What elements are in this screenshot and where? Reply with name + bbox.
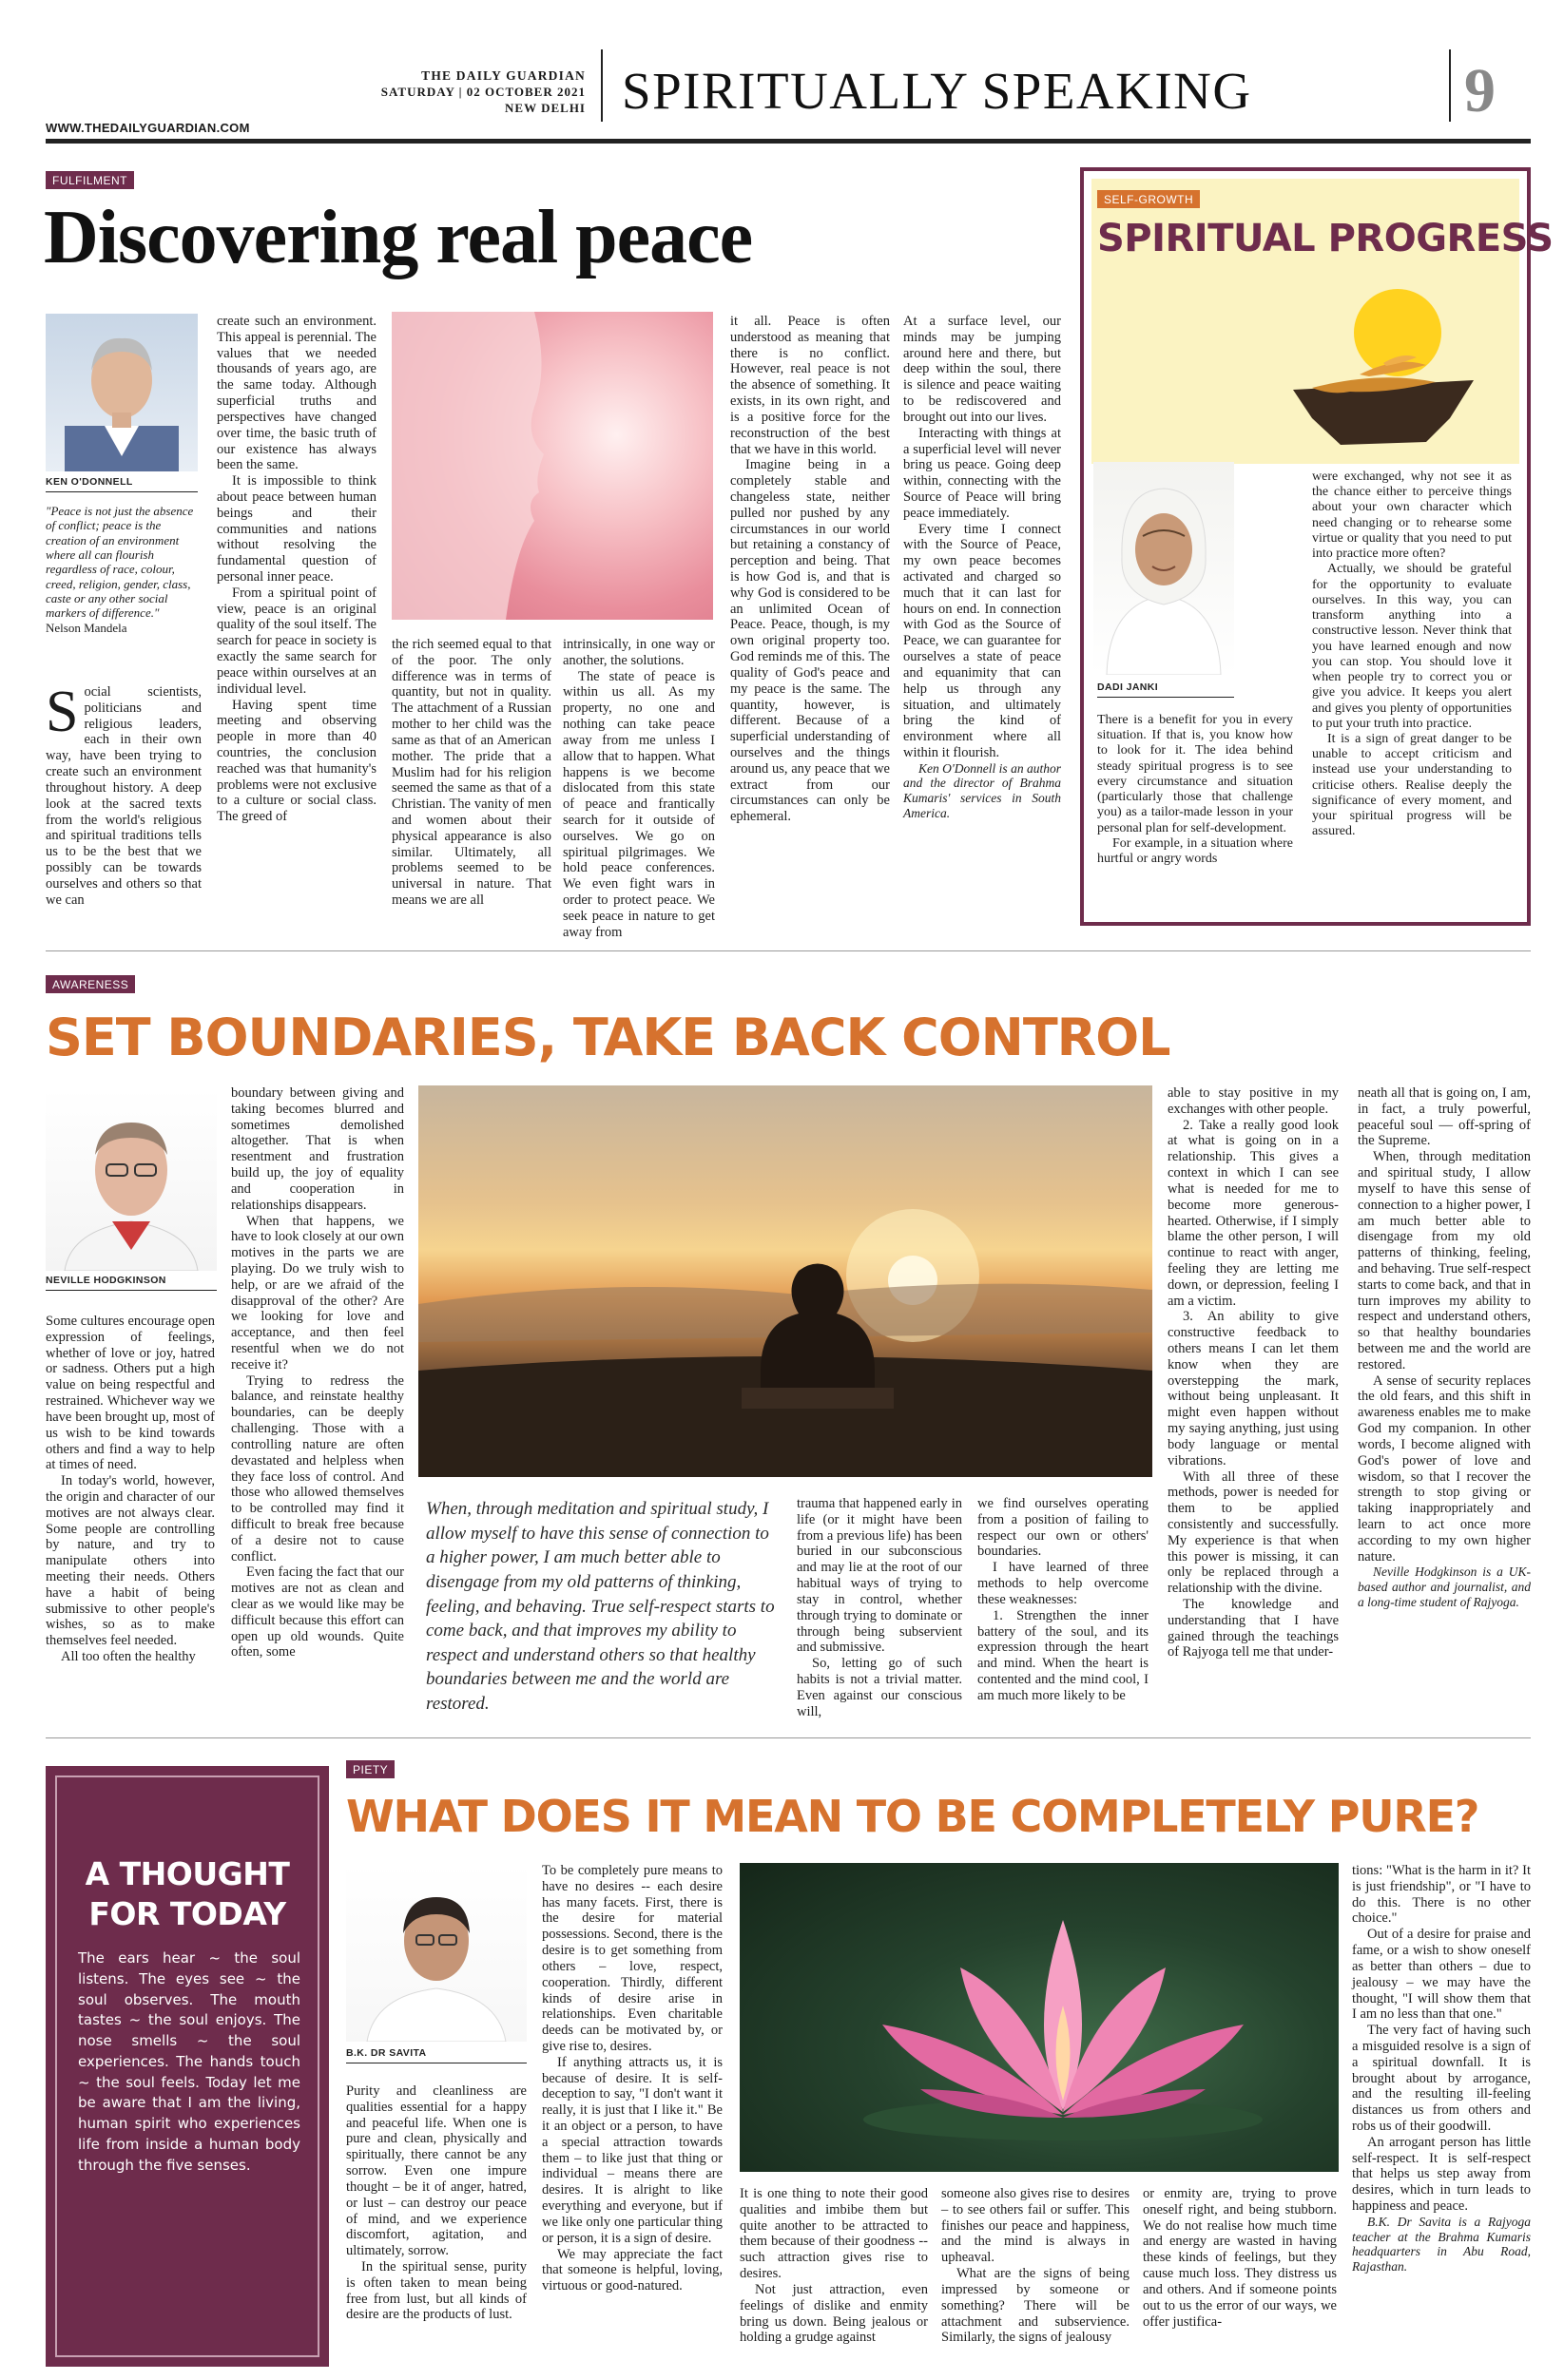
masthead-divider-right	[1449, 49, 1451, 122]
author-photo-neville	[46, 1088, 217, 1271]
article1-col6: At a surface level, our minds may be jumping around here and there, but deep within the soul, there is silence and peace waiting to be rediscovered and brought out into our lives. Interacting with things at a superficial level will never bring us peace. Going deep within, connecting with the Source of Peace will bring peace immediately. Every time I connect with the Source of Peace, my own peace becomes activated and charged so much that it can last for hours on end. In connection with God as the Source of Peace, we can guarantee for ourselves a state of peace and equanimity that can help us through any situation, and ultimately bring the kind of environment where all within it flourish. Ken O'Donnell is an author and the director of Brahma Kumaris' services in South America.	[903, 314, 1061, 820]
caption-rule-ken	[46, 491, 198, 492]
article2-col6: able to stay positive in my exchanges with other people. 2. Take a really good look at what is going on in a relationship. This gives a context in which I can see what is needed for me to become more generous-hearted. Otherwise, if I simply blame the other person, I will continue to react with anger, feeling they are letting me down, or depression, feeling I am a victim. 3. An ability to give constructive feedback to others means I can let them know when they are overstepping the mark, without being unpleasant. It might even happen without my saying anything, just using body language or mental vibrations. With all three of these methods, power is needed for them to be applied consistently and successfully. My experience is that when this power is missing, it can only be replaced through a relationship with the divine. The knowledge and understanding that I have gained through the teachings of Rajyoga tell me that under-	[1168, 1085, 1339, 1660]
article3-col6: tions: "What is the harm in it? It is just friendship", or "I have to do this. There is no other choice." Out of a desire for praise and fame, or a wish to show oneself as better than others – due to jealousy – we may have the thought, "I will show them that I am no less than that one." The very fact of having such a misguided resolve is a sign of a spiritual downfall. It is brought about by arrogance, and the resulting ill-feeling distances us from others and robs us of their goodwill. An arrogant person has little self-respect. It is self-respect that helps us step away from desires, which in turn leads to happiness and peace. B.K. Dr Savita is a Rajyoga teacher at the Brahma Kumaris headquarters in Abu Road, Rajasthan.	[1352, 1863, 1531, 2274]
sidebar-col2: were exchanged, why not see it as the chance either to perceive things about your own character which need changing or to rehearse some virtue or quality that you need to put into practice more often? Actually, we should be grateful for the opportunity to evaluate ourselves. In this way, you can transform anything into a constructive lesson. Never think that you have learned enough and now you can stop. You should love it when people try to correct you or give you advice. It keeps you alert and gives you plenty of opportunities to put your truth into practice. It is a sign of great danger to be unable to accept criticism and instead use your understanding to criticise others. Realise deeply the significance of every moment, and your spiritual progress will be assured.	[1312, 470, 1512, 839]
section-divider-1	[46, 950, 1531, 951]
caption-rule-dadi	[1097, 697, 1234, 698]
author-caption-ken: KEN O'DONNELL	[46, 476, 133, 488]
article3-headline: WHAT DOES IT MEAN TO BE COMPLETELY PURE?	[346, 1791, 1479, 1842]
article1-col4: intrinsically, in one way or another, the solutions. The state of peace is within us all. As my property, no one and nothing can take peace away from me unless I allow that to happen. What happens is we become dislocated from this state of peace and frantically search for it outside of ourselves. We go on spiritual pilgrimages. We hold peace conferences. We even fight wars in order to protect peace. We seek peace in nature to get away from	[563, 637, 715, 940]
article2-col2: boundary between giving and taking becomes blurred and sometimes demolished altogether. That is when resentment and frustration build up, the joy of equality and cooperation in relationships disappears. When that happens, we have to look closely at our own motives in the parts we are playing. Do we truly wish to help, or are we afraid of the disapproval of the other? Are we looking for love and acceptance, and then feel resentful when we do not receive it? Trying to redress the balance, and reinstate healthy boundaries, can be deeply challenging. Those with a controlling nature are often devastated and helpless when they face loss of control. And those who allowed themselves to be controlled may find it difficult to break free because of a desire not to cause conflict. Even facing the fact that our motives are not as clean and clear as we would like may be difficult because this effort can open up old wounds. Quite often, some	[231, 1085, 405, 1660]
masthead-rule	[46, 139, 1531, 144]
article1-headline: Discovering real peace	[44, 196, 753, 279]
website-link[interactable]: WWW.THEDAILYGUARDIAN.COM	[46, 121, 250, 135]
masthead-paper-name: THE DAILY GUARDIAN	[421, 68, 586, 83]
dropcap: S	[46, 680, 79, 744]
article3-col2: To be completely pure means to have no desires -- each desire has many facets. First, there is the desire for material possessions. Second, there is the desire is to get something from others – love, respect, cooperation. Thirdly, different kinds of desire arise in relationships. Even charitable deeds can be motivated by, or give rise to, desires. If anything attracts us, it is because of desire. It is self-deception to say, "I don't want it really, it is just that I like it." Be it an object or a person, to have a special attraction towards them – to like just that thing or individual – means there are desires. It is alright to like everything and everyone, but if we like only one particular thing or person, it is a sign of desire. We may appreciate the fact that someone is helpful, loving, virtuous or good-natured.	[542, 1863, 723, 2294]
section-divider-2	[46, 1737, 1531, 1738]
article3-col5: or enmity are, trying to prove oneself right, and being stubborn. We do not realise how much time and energy are wasted in having these kinds of feelings, but they cause much loss. They distress us and others. And if someone points out to us the error of our ways, we offer justifica-	[1143, 2186, 1337, 2330]
sidebar-headline: SPIRITUAL PROGRESS	[1097, 217, 1554, 260]
article1-col5: it all. Peace is often understood as meaning that there is no conflict. However, real peace is not the absence of something. It exists, in its own right, and is a positive force for the reconstruction of the best that we have in this world. Imagine being in a completely stable and changeless state, neither pulled nor pushed by any circumstances in our world but retaining a constancy of perception and being. That is how God is, and that is why God is considered to be an unlimited Ocean of Peace. Peace, though, is my own original property too. God reminds me of this. The quality of God's peace and my peace is the same. The quantity, however, is different. Because of a superficial understanding of ourselves and the things around us, any peace that we extract from our circumstances can only be ephemeral.	[730, 314, 890, 825]
masthead-divider-left	[601, 49, 603, 122]
sidebar-col1: There is a benefit for you in every situation. If that is, you know how to look for it. The idea behind steady spiritual progress is to see every circumstance and situation (particularly those that challenge you) as a tailor-made lesson in your personal plan for self-development. For example, in a situation where hurtful or angry words	[1097, 713, 1293, 867]
author-photo-ken	[46, 314, 198, 471]
article1-col1: Social scientists, politicians and religious leaders, each in their own way, have been trying to create such an environment throughout history. A deep look at the sacred texts from the world's religious and spiritual traditions tells us to be the best that we possibly can be towards ourselves and others so that we can	[46, 680, 202, 908]
lotus-flower-image	[740, 1863, 1339, 2172]
masthead-date: SATURDAY | 02 OCTOBER 2021	[380, 85, 586, 99]
sunset-meditation-image	[418, 1085, 1152, 1477]
thought-title-line2: FOR TODAY	[88, 1895, 286, 1932]
mountain-path-illustration	[1274, 276, 1493, 456]
article2-col1: Some cultures encourage open expression of feelings, whether of love or joy, hatred or sadness. Others put a high value on being respectful and restrained. Whichever way we have been brought up, most of us wish to be kind towards others and find a way to help at times of need. In today's world, however, the origin and character of our motives are not always clear. Some people are controlling by nature, and try to manipulate others into meeting their needs. Others have a habit of being submissive to other people's wishes, so as to make themselves feel needed. All too often the healthy	[46, 1314, 215, 1665]
author-caption-neville: NEVILLE HODGKINSON	[46, 1275, 166, 1286]
article2-pullquote: When, through meditation and spiritual study, I allow myself to have this sense of connection to a higher power, I am much better able to disengage from my old patterns of thinking, feeling, and behaving. True self-respect starts to come back, and that improves my ability to respect and understand others so that healthy boundaries between me and the world are restored.	[426, 1499, 775, 1715]
article2-col7: neath all that is going on, I am, in fact, a truly powerful, peaceful soul — off-spring of the Supreme. When, through meditation and spiritual study, I allow myself to have this sense of connection to a higher power, I am much better able to disengage from my old patterns of thinking, feeling, and behaving. True self-respect starts to come back, and that in turn improves my ability to respect and understand others, so that healthy boundaries between me and the world are restored. A sense of security replaces the old fears, and this shift in awareness enables me to make God my companion. In other words, I become aligned with God's power of love and wisdom, so that I recover the strength to stop giving or taking inappropriately and learn to act once more according to my own higher nature. Neville Hodgkinson is a UK-based author and journalist, and a long-time student of Rajyoga.	[1358, 1085, 1532, 1609]
thought-title-line1: A THOUGHT	[85, 1855, 290, 1892]
mandela-quote: "Peace is not just the absence of conflict; peace is the creation of an environment where all can flourish regardless of race, colour, creed, religion, gender, class, caste or any other social markers of difference." Nelson Mandela	[46, 504, 194, 635]
caption-rule-neville	[46, 1290, 217, 1291]
page-number: 9	[1464, 56, 1496, 125]
masthead-city: NEW DELHI	[505, 101, 586, 115]
article1-col3: the rich seemed equal to that of the poor. The only difference was in terms of quantity, but not in quality. The attachment of a Russian mother to her child was the same as that of an American mother. The pride that a Muslim had for his religion seemed the same as that of a Christian. The vanity of men and women about their physical appearance is also similar. Ultimately, all problems seemed to be universal in nature. That means we are all	[392, 637, 551, 908]
author-caption-dadi-janki: DADI JANKI	[1097, 681, 1159, 693]
author-photo-savita	[346, 1863, 527, 2042]
article3-col4: someone also gives rise to desires – to see others fail or suffer. This finishes our peace and happiness, and the mind is always in upheaval. What are the signs of being impressed by someone or something? There will be attachment and subservience. Similarly, the signs of jealousy	[941, 2186, 1130, 2346]
article1-col2: create such an environment. This appeal is perennial. The values that we needed thousands of years ago, are the same today. Although superficial truths and perspectives have changed over time, the basic truth of our existence has always been the same. It is impossible to think about peace between human beings and their communities and nations without resolving the fundamental question of personal inner peace. From a spiritual point of view, peace is an original quality of the soul itself. The search for peace in society is exactly the same search for peace within ourselves at an individual level. Having spent time meeting and observing people in more than 40 countries, the conclusion reached was that humanity's problems were not exclusive to a culture or social class. The greed of	[217, 314, 377, 825]
article2-tag: AWARENESS	[46, 975, 135, 993]
author-photo-dadi-janki	[1093, 462, 1234, 675]
article2-col5: we find ourselves operating from a position of failing to respect our own or others' boundaries. I have learned of three methods to help overcome these weaknesses: 1. Strengthen the inner battery of the soul, and its expression through the heart and mind. When the heart is contented and the mind cool, I am much more likely to be	[977, 1496, 1149, 1703]
article2-headline: SET BOUNDARIES, TAKE BACK CONTROL	[46, 1008, 1170, 1067]
sidebar-tag: SELF-GROWTH	[1097, 190, 1200, 208]
peace-silhouette-image	[392, 312, 713, 620]
article2-col4: trauma that happened early in life (or it might have been from a previous life) has been buried in our subconscious and may lie at the root of our habitual ways of trying to stay in control, whether through trying to dominate or through being subservient and submissive. So, letting go of such habits is not a trivial matter. Even against our conscious will,	[797, 1496, 962, 1719]
article3-col1: Purity and cleanliness are qualities essential for a happy and peaceful life. When one is pure and clean, physically and spiritually, there cannot be any sorrow. Even one impure thought – be it of anger, hatred, or lust – can destroy our peace of mind, and we experience discomfort, agitation, and ultimately, sorrow. In the spiritual sense, purity is often taken to mean being free from lust, but all kinds of desire are the products of lust.	[346, 2083, 527, 2323]
thought-body: The ears hear ~ the soul listens. The eyes see ~ the soul observes. The mouth tastes ~ the soul enjoys. The nose smells ~ the soul experiences. The hands touch ~ the soul feels. Today let me be aware that I am the living, human spirit who experiences life from inside a human body through the five senses.	[78, 1949, 300, 2174]
article3-col3: It is one thing to note their good qualities and imbibe them but quite another to be attracted to them because of their goodness -- such attraction gives rise to desires. Not just attraction, even feelings of dislike and enmity bring us down. Being jealous or holding a grudge against	[740, 2186, 928, 2346]
article3-tag: PIETY	[346, 1760, 395, 1778]
section-title: SPIRITUALLY SPEAKING	[622, 62, 1252, 120]
author-caption-savita: B.K. DR SAVITA	[346, 2047, 427, 2059]
mandela-quote-author: Nelson Mandela	[46, 620, 127, 635]
article1-tag: FULFILMENT	[46, 171, 134, 189]
